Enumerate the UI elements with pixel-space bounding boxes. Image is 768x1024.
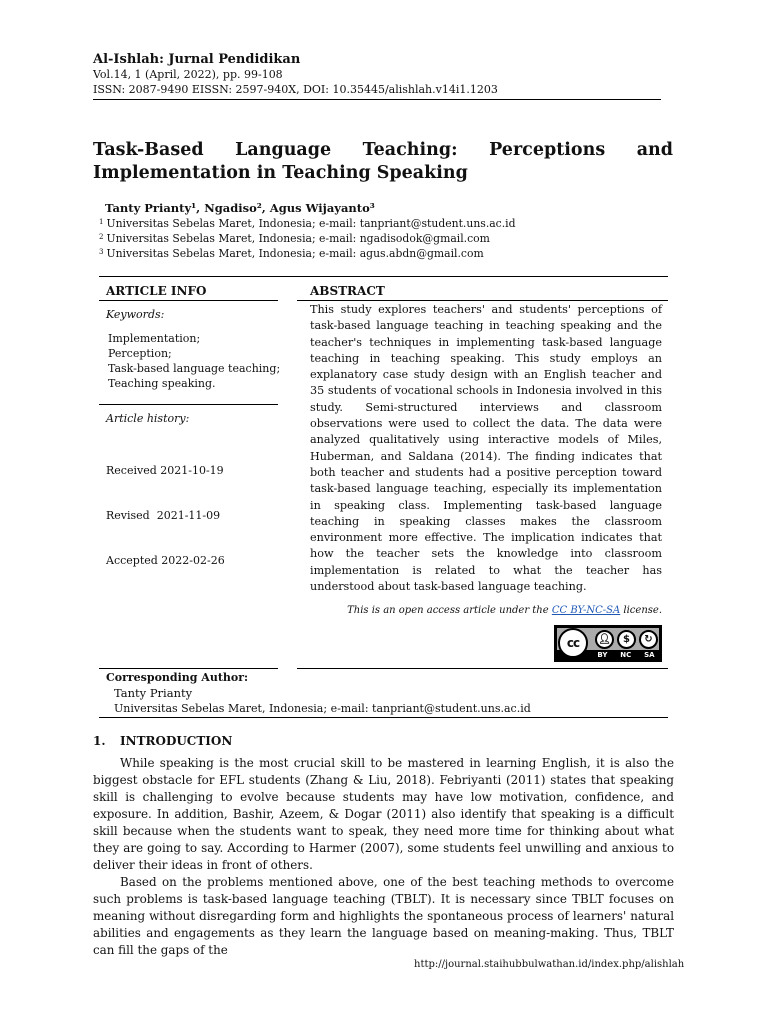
journal-name: Al-Ishlah: Jurnal Pendidikan	[93, 52, 301, 67]
keyword-item: Perception;	[108, 347, 172, 360]
badge-label-nc: NC	[620, 651, 632, 659]
article-title: Task-Based Language Teaching: Perceptions and Implementation in Teaching Speaking	[93, 140, 673, 183]
license-prefix: This is an open access article under the	[347, 605, 552, 616]
history-accepted: Accepted 2022-02-26	[106, 554, 225, 567]
footer-journal-url[interactable]: http://journal.staihubbulwathan.id/index.php/alishlah	[414, 959, 685, 970]
abstract-bottom-rule	[297, 668, 668, 669]
keyword-item: Teaching speaking.	[108, 377, 216, 390]
open-access-note	[310, 605, 662, 616]
introduction-body	[93, 755, 674, 959]
badge-label-by: BY	[597, 651, 608, 659]
history-revised: Revised 2021-11-09	[106, 509, 221, 522]
abstract-text: This study explores teachers' and students' perceptions of task-based language teaching in teaching speaking and the teacher's techniques in implementing task-based language teaching in teaching speaking. This study employs an explanatory case study design with an English teacher and 35 students of vocational schools in Indonesia involved in this study. Semi-structured interviews and classroom observations were used to collect the data. The data were analyzed qualitatively using interactive models of Miles, Huberman, and Saldana (2014). The finding indicates that both teacher and students had a positive perception toward task-based language teaching, especially its implementation in speaking class. Implementing task-based language teaching in speaking classes makes the classroom environment more effective. The implication indicates that how the teacher sets the knowledge into classroom implementation is related to what the teacher has understood about task-based language teaching.	[310, 303, 662, 594]
history-received: Received 2021-10-19	[106, 464, 224, 477]
corresponding-author-affiliation: Universitas Sebelas Maret, Indonesia; e-mail: tanpriant@student.uns.ac.id	[114, 702, 531, 715]
header-divider	[93, 99, 661, 100]
nc-dollar-icon: $	[617, 630, 636, 649]
license-link[interactable]: CC BY-NC-SA	[551, 605, 621, 616]
keywords-divider	[99, 404, 278, 405]
article-history-list	[106, 433, 225, 598]
article-info-heading: ARTICLE INFO	[106, 284, 207, 298]
paragraph: While speaking is the most crucial skill to be mastered in learning English, it is also the biggest obstacle for EFL students (Zhang & Liu, 2018). Febriyanti (2011) states that speaking skill is challenging to evolve because students may have low motivation, confidence, and exposure. In addition, Bashir, Azeem, & Dogar (2011) also identify that speaking is a difficult skill because when the students want to speak, they need more time for thinking about what they are going to say. According to Harmer (2007), some students feel unwilling and anxious to deliver their ideas in front of others.	[93, 756, 674, 872]
cc-by-nc-sa-badge[interactable]	[554, 625, 662, 662]
info-top-rule	[99, 276, 668, 277]
section-number: 1.	[93, 734, 106, 748]
section-heading-introduction	[93, 734, 232, 748]
info-bottom-rule	[99, 668, 278, 669]
affiliation-3: $^3$ Universitas Sebelas Maret, Indonesia; e-mail: agus.abdn@gmail.com	[99, 247, 484, 260]
corresponding-author-label: Corresponding Author:	[106, 671, 249, 684]
paragraph: Based on the problems mentioned above, one of the best teaching methods to overcome such problems is task-based language teaching (TBLT). It is necessary since TBLT focuses on meaning without disregarding form and highlights the spontaneous process of learners' natural abilities and engagements as they learn the language based on meaning-making. Thus, TBLT can fill the gaps of the	[93, 875, 674, 957]
license-suffix: license.	[620, 605, 662, 616]
article-history-label: Article history:	[106, 412, 190, 425]
journal-volume: Vol.14, 1 (April, 2022), pp. 99-108	[93, 68, 283, 81]
badge-label-sa: SA	[644, 651, 655, 659]
abstract-heading: ABSTRACT	[310, 284, 385, 298]
corresponding-bottom-rule	[99, 717, 668, 718]
corresponding-author-name: Tanty Prianty	[114, 686, 193, 700]
sa-share-icon: ↻	[639, 630, 658, 649]
affiliation-1: $^1$ Universitas Sebelas Maret, Indonesia; e-mail: tanpriant@student.uns.ac.id	[99, 217, 516, 230]
abstract-rule	[297, 300, 668, 301]
journal-issn-doi: ISSN: 2087-9490 EISSN: 2597-940X, DOI: 10.35445/alishlah.v14i1.1203	[93, 83, 498, 96]
affiliation-2: $^2$ Universitas Sebelas Maret, Indonesia; e-mail: ngadisodok@gmail.com	[99, 232, 490, 245]
keyword-item: Task-based language teaching;	[108, 362, 281, 375]
section-title: INTRODUCTION	[120, 734, 233, 748]
article-info-rule	[99, 300, 278, 301]
badge-labels	[591, 651, 661, 659]
keywords-label: Keywords:	[106, 308, 165, 321]
author-list: Tanty Prianty¹, Ngadiso², Agus Wijayanto³	[105, 201, 375, 215]
by-person-icon: 👤︎	[595, 630, 614, 649]
keywords-list	[108, 331, 280, 391]
cc-logo-icon: cc	[558, 628, 588, 658]
keyword-item: Implementation;	[108, 332, 201, 345]
